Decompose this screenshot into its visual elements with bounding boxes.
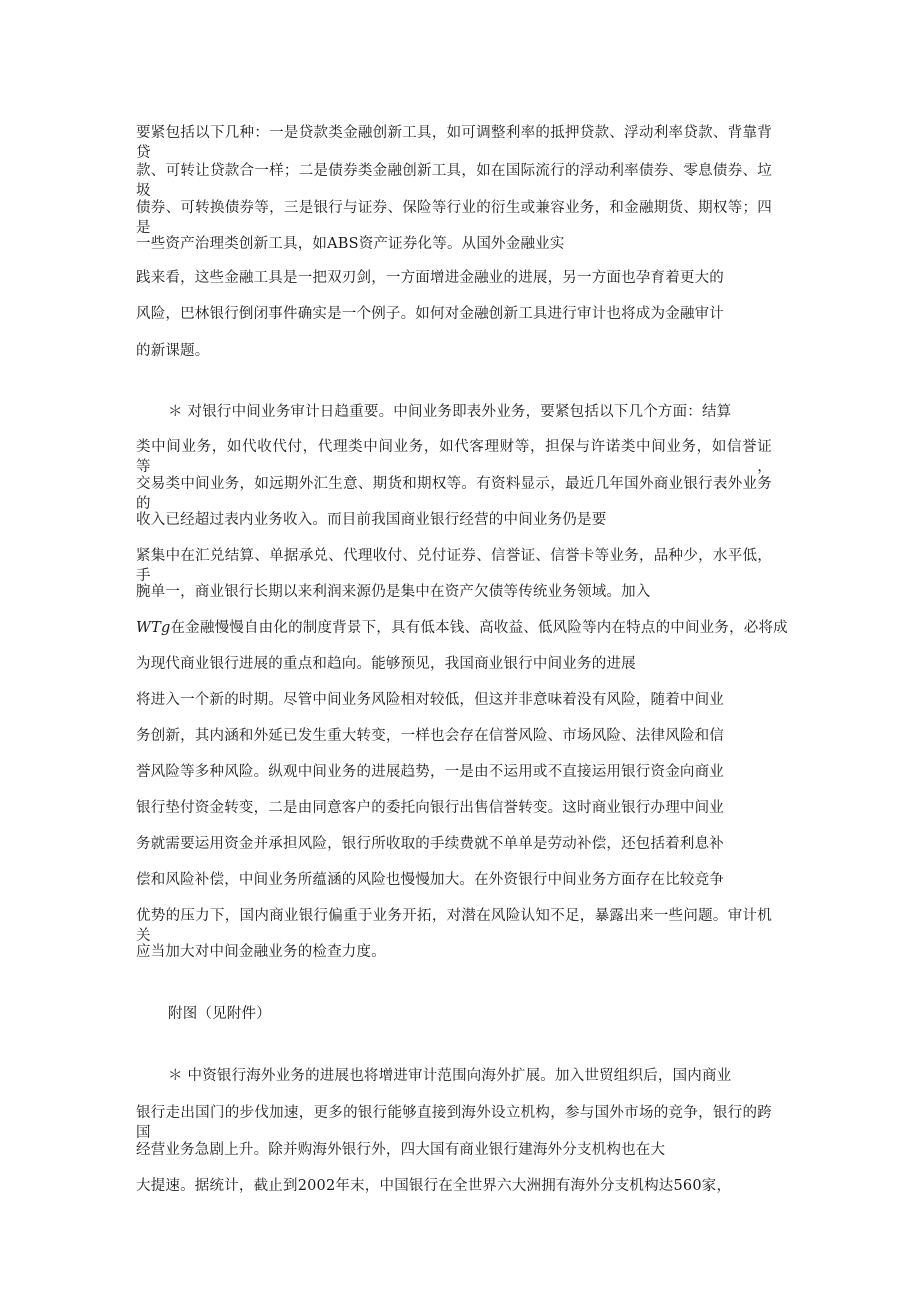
text-line: 务就需要运用资金并承担风险，银行所收取的手续费就不单单是劳动补偿，还包括着利息补: [136, 836, 724, 852]
text-line: 为现代商业银行进展的重点和趋向。能够预见，我国商业银行中间业务的进展: [136, 656, 636, 672]
text-line: 银行垫付资金转变，二是由同意客户的委托向银行出售信誉转变。这时商业银行办理中间业: [136, 800, 724, 816]
text-line: 偿和风险补偿，中间业务所蕴涵的风险也慢慢加大。在外资银行中间业务方面存在比较竞争: [136, 872, 724, 888]
text-line: 款、可转让贷款合一样；二是债券类金融创新工具，如在国际流行的浮动利率债券、零息债券、垃圾: [136, 163, 772, 199]
attachment-note: 附图（见附件）: [168, 1006, 271, 1022]
wto-abbr: WTg: [136, 620, 171, 636]
bullet-paragraph-start: ＊ 对银行中间业务审计日趋重要。中间业务即表外业务，要紧包括以下几个方面：结算: [168, 404, 732, 420]
text-line: 应当加大对中间金融业务的检查力度。: [136, 944, 386, 960]
text-line: 风险，巴林银行倒闭事件确实是一个例子。如何对金融创新工具进行审计也将成为金融审计: [136, 306, 724, 322]
text-line: 践来看，这些金融工具是一把双刃剑，一方面增进金融业的进展，另一方面也孕育着更大的: [136, 270, 724, 286]
text-line: 交易类中间业务，如远期外汇生意、期货和期权等。有资料显示，最近几年国外商业银行表外业务的: [136, 476, 772, 512]
text-line: 一些资产治理类创新工具，如ABS资产证券化等。从国外金融业实: [136, 236, 565, 252]
text-line: 类中间业务，如代收代付，代理类中间业务，如代客理财等，担保与许诺类中间业务，如信誉证等，: [136, 439, 772, 475]
text-line: [136, 618, 788, 638]
text-line: 经营业务急剧上升。除并购海外银行外，四大国有商业银行建海外分支机构也在大: [136, 1142, 666, 1158]
text-line: 大提速。据统计，截止到2002年末，中国银行在全世界六大洲拥有海外分支机构达560家，: [136, 1178, 732, 1194]
text-line: 债券、可转换债券等，三是银行与证券、保险等行业的衍生或兼容业务，和金融期货、期权等；四是: [136, 200, 772, 236]
text-line: 银行走出国门的步伐加速，更多的银行能够直接到海外设立机构，参与国外市场的竞争，银行的跨国: [136, 1105, 772, 1141]
text-line: 要紧包括以下几种：一是贷款类金融创新工具，如可调整利率的抵押贷款、浮动利率贷款、背靠背贷: [136, 125, 772, 161]
text-line: 紧集中在汇兑结算、单据承兑、代理收付、兑付证券、信誉证、信誉卡等业务，品种少，水平低，手: [136, 548, 772, 584]
text-segment: 在金融慢慢自由化的制度背景下，具有低本钱、高收益、低风险等内在特点的中间业务，必将成: [170, 620, 788, 636]
text-line: 收入已经超过表内业务收入。而目前我国商业银行经营的中间业务仍是要: [136, 512, 607, 528]
text-line: 将进入一个新的时期。尽管中间业务风险相对较低，但这并非意味着没有风险，随着中间业: [136, 692, 724, 708]
text-line: 务创新，其内涵和外延已发生重大转变，一样也会存在信誉风险、市场风险、法律风险和信: [136, 728, 724, 744]
text-line: 的新课题。: [136, 343, 210, 359]
text-line: 优势的压力下，国内商业银行偏重于业务开拓，对潜在风险认知不足，暴露出来一些问题。审计机关: [136, 908, 772, 944]
bullet-paragraph-start: ＊ 中资银行海外业务的进展也将增进审计范围向海外扩展。加入世贸组织后，国内商业: [168, 1068, 732, 1084]
text-line: 誉风险等多种风险。纵观中间业务的进展趋势，一是由不运用或不直接运用银行资金向商业: [136, 764, 724, 780]
text-line: 腕单一，商业银行长期以来利润来源仍是集中在资产欠债等传统业务领域。加入: [136, 584, 651, 600]
